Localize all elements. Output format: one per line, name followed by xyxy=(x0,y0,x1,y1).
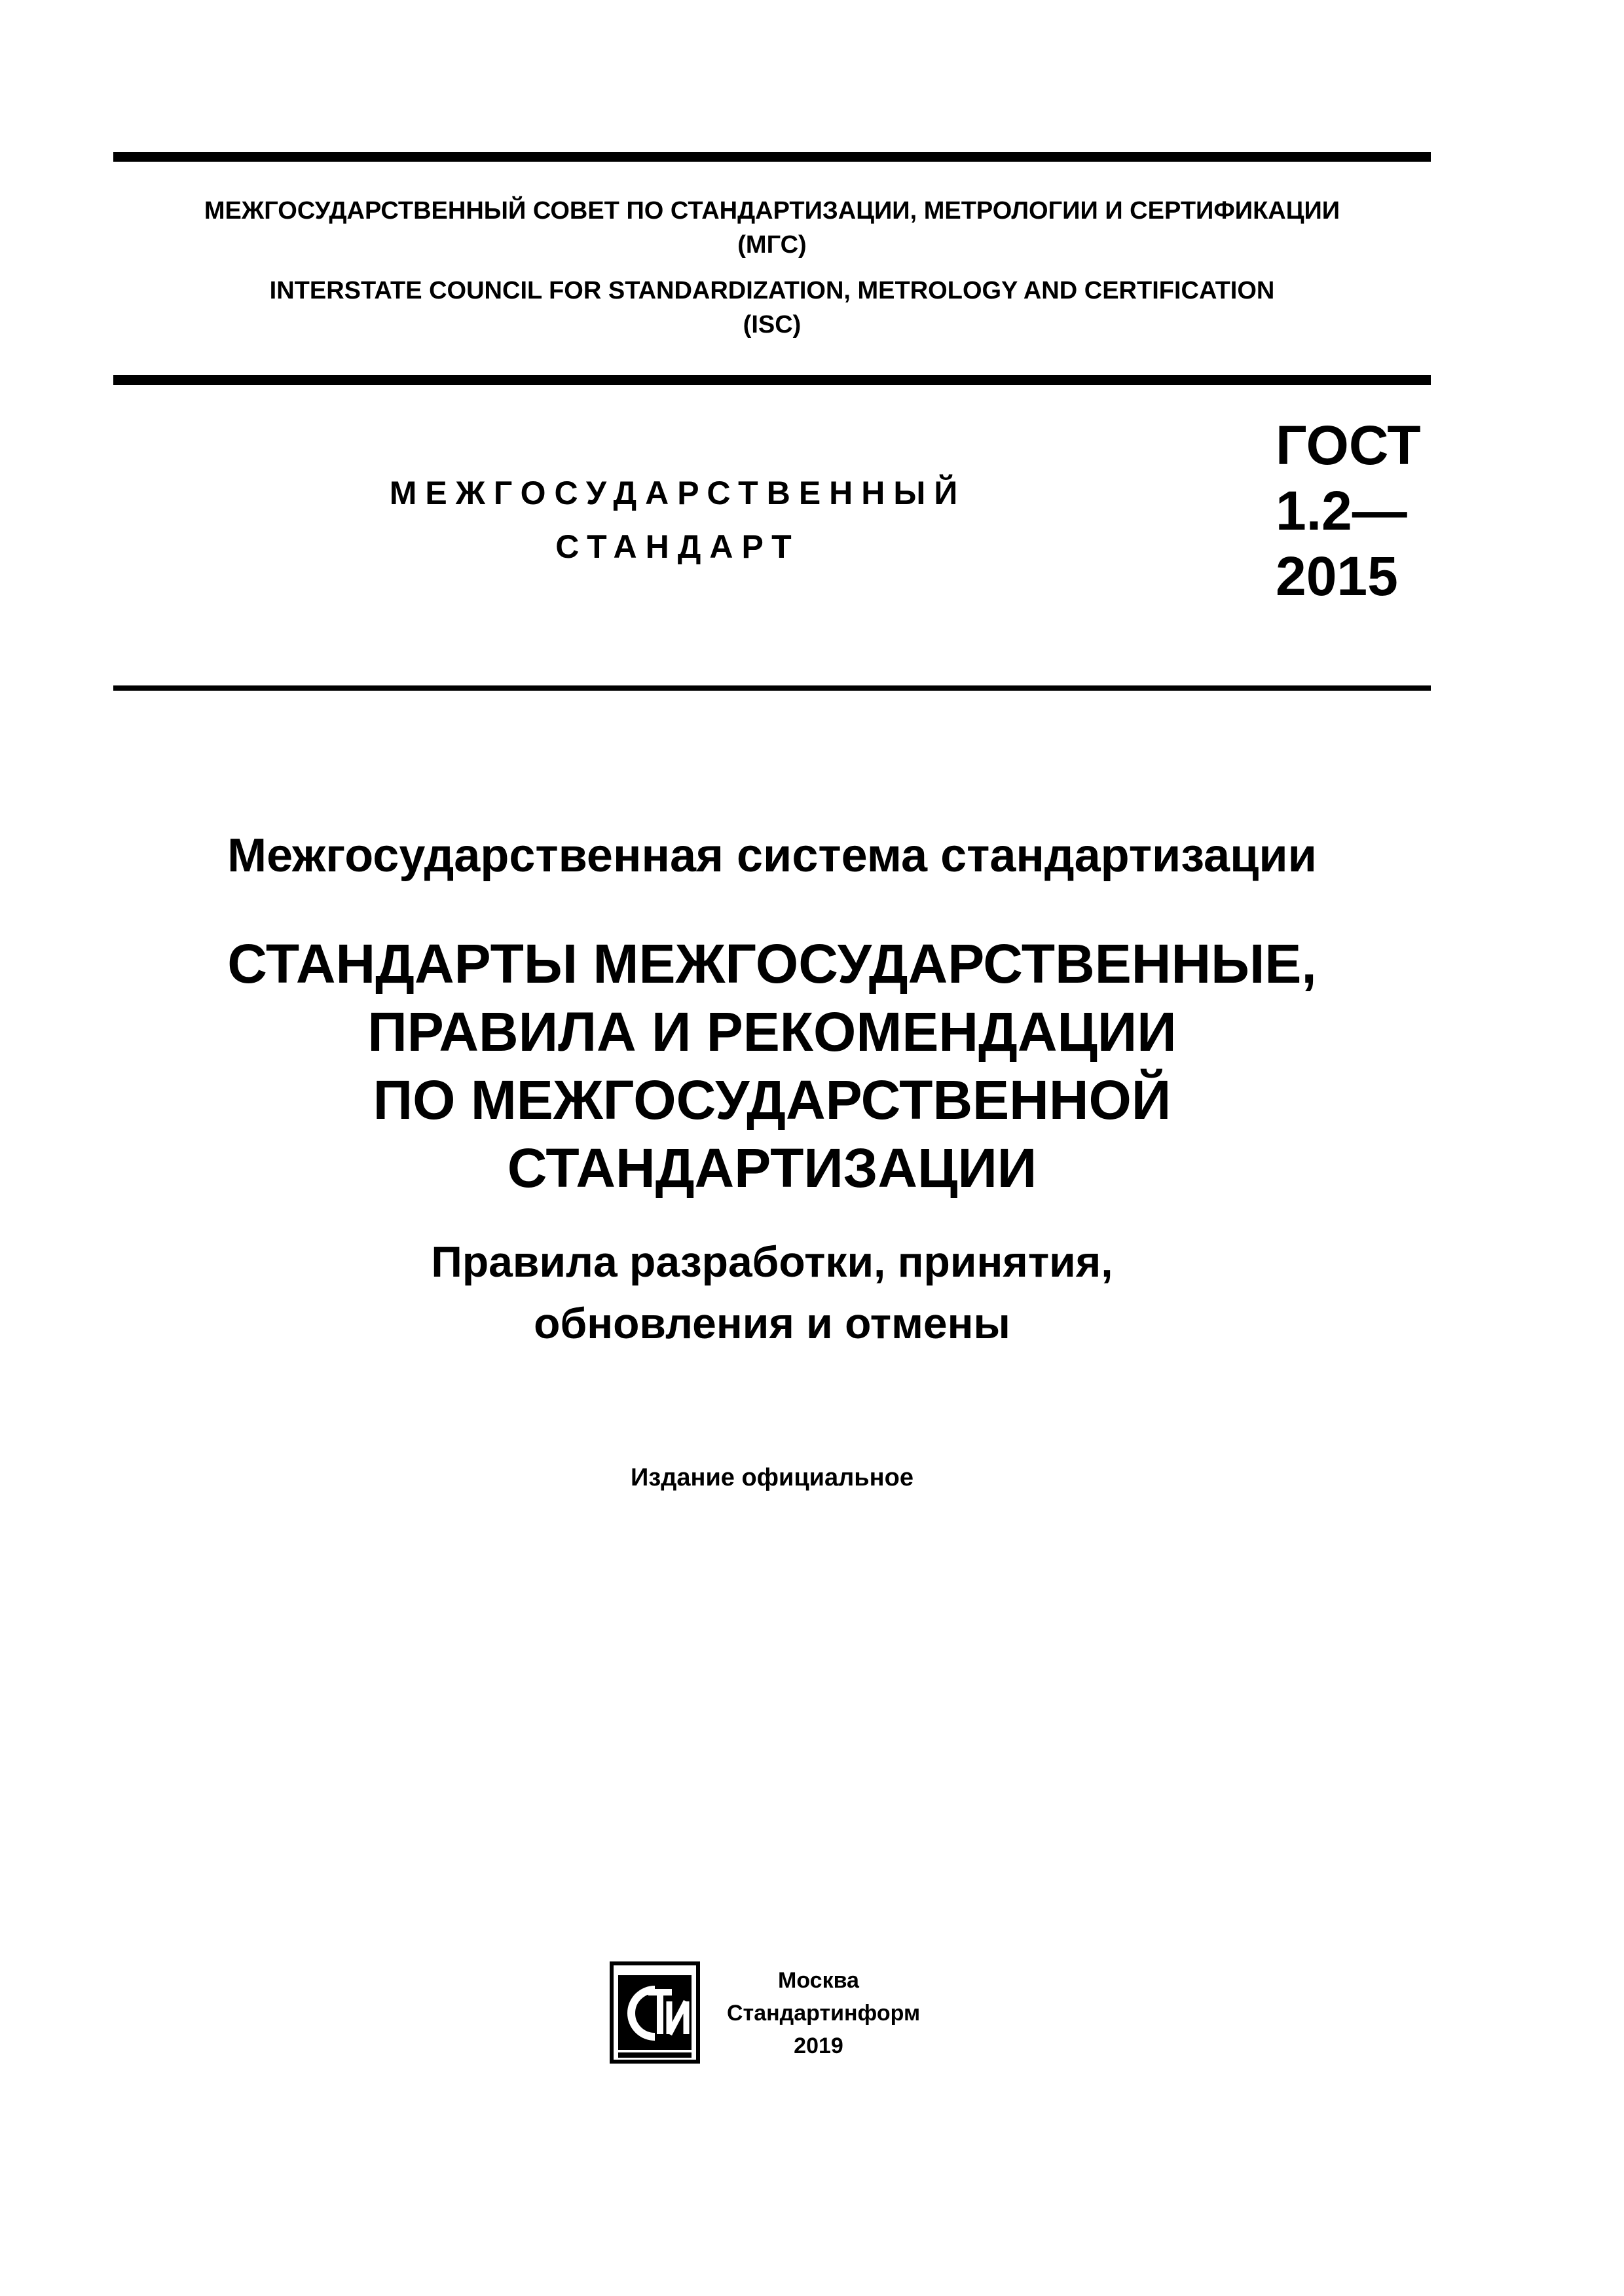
council-name-en-text: INTERSTATE COUNCIL FOR STANDARDIZATION, METROLOGY AND CERTIFICATION xyxy=(269,277,1275,304)
main-title-line2: ПРАВИЛА И РЕКОМЕНДАЦИИ xyxy=(367,1001,1177,1063)
designation-line3: 2015 xyxy=(1276,545,1398,607)
council-abbr-en: (ISC) xyxy=(743,311,802,338)
main-title-line1: СТАНДАРТЫ МЕЖГОСУДАРСТВЕННЫЕ, xyxy=(227,933,1317,994)
sub-title-line1: Правила разработки, принятия, xyxy=(431,1237,1113,1286)
standard-kind xyxy=(367,466,989,574)
council-abbr-ru: (МГС) xyxy=(737,231,807,259)
standard-kind-line2: СТАНДАРТ xyxy=(555,528,800,565)
sub-title xyxy=(113,1231,1431,1354)
middle-divider xyxy=(113,375,1431,385)
edition-label: Издание официальное xyxy=(631,1464,913,1491)
council-name-ru xyxy=(113,194,1431,262)
publisher-name: Стандартинформ xyxy=(727,2001,921,2026)
designation-line1: ГОСТ xyxy=(1276,414,1421,476)
top-divider xyxy=(113,152,1431,162)
system-title: Межгосударственная система стандартизации xyxy=(227,829,1317,882)
council-name-en xyxy=(113,274,1431,342)
publisher-city: Москва xyxy=(778,1968,859,1993)
publisher-block xyxy=(727,1964,921,2062)
standard-kind-line1: МЕЖГОСУДАРСТВЕННЫЙ xyxy=(389,475,967,511)
standartinform-logo-icon xyxy=(609,1961,701,2064)
designation-line2: 1.2— xyxy=(1276,480,1407,541)
main-title-line3: ПО МЕЖГОСУДАРСТВЕННОЙ xyxy=(373,1069,1172,1131)
main-title xyxy=(113,930,1431,1202)
main-title-line4: СТАНДАРТИЗАЦИИ xyxy=(507,1137,1037,1199)
standard-designation xyxy=(1276,412,1421,609)
bottom-divider xyxy=(113,685,1431,691)
sub-title-line2: обновления и отмены xyxy=(534,1299,1010,1347)
council-name-ru-text: МЕЖГОСУДАРСТВЕННЫЙ СОВЕТ ПО СТАНДАРТИЗАЦИИ, МЕТРОЛОГИИ И СЕРТИФИКАЦИИ xyxy=(204,197,1340,225)
publisher-year: 2019 xyxy=(794,2033,843,2058)
